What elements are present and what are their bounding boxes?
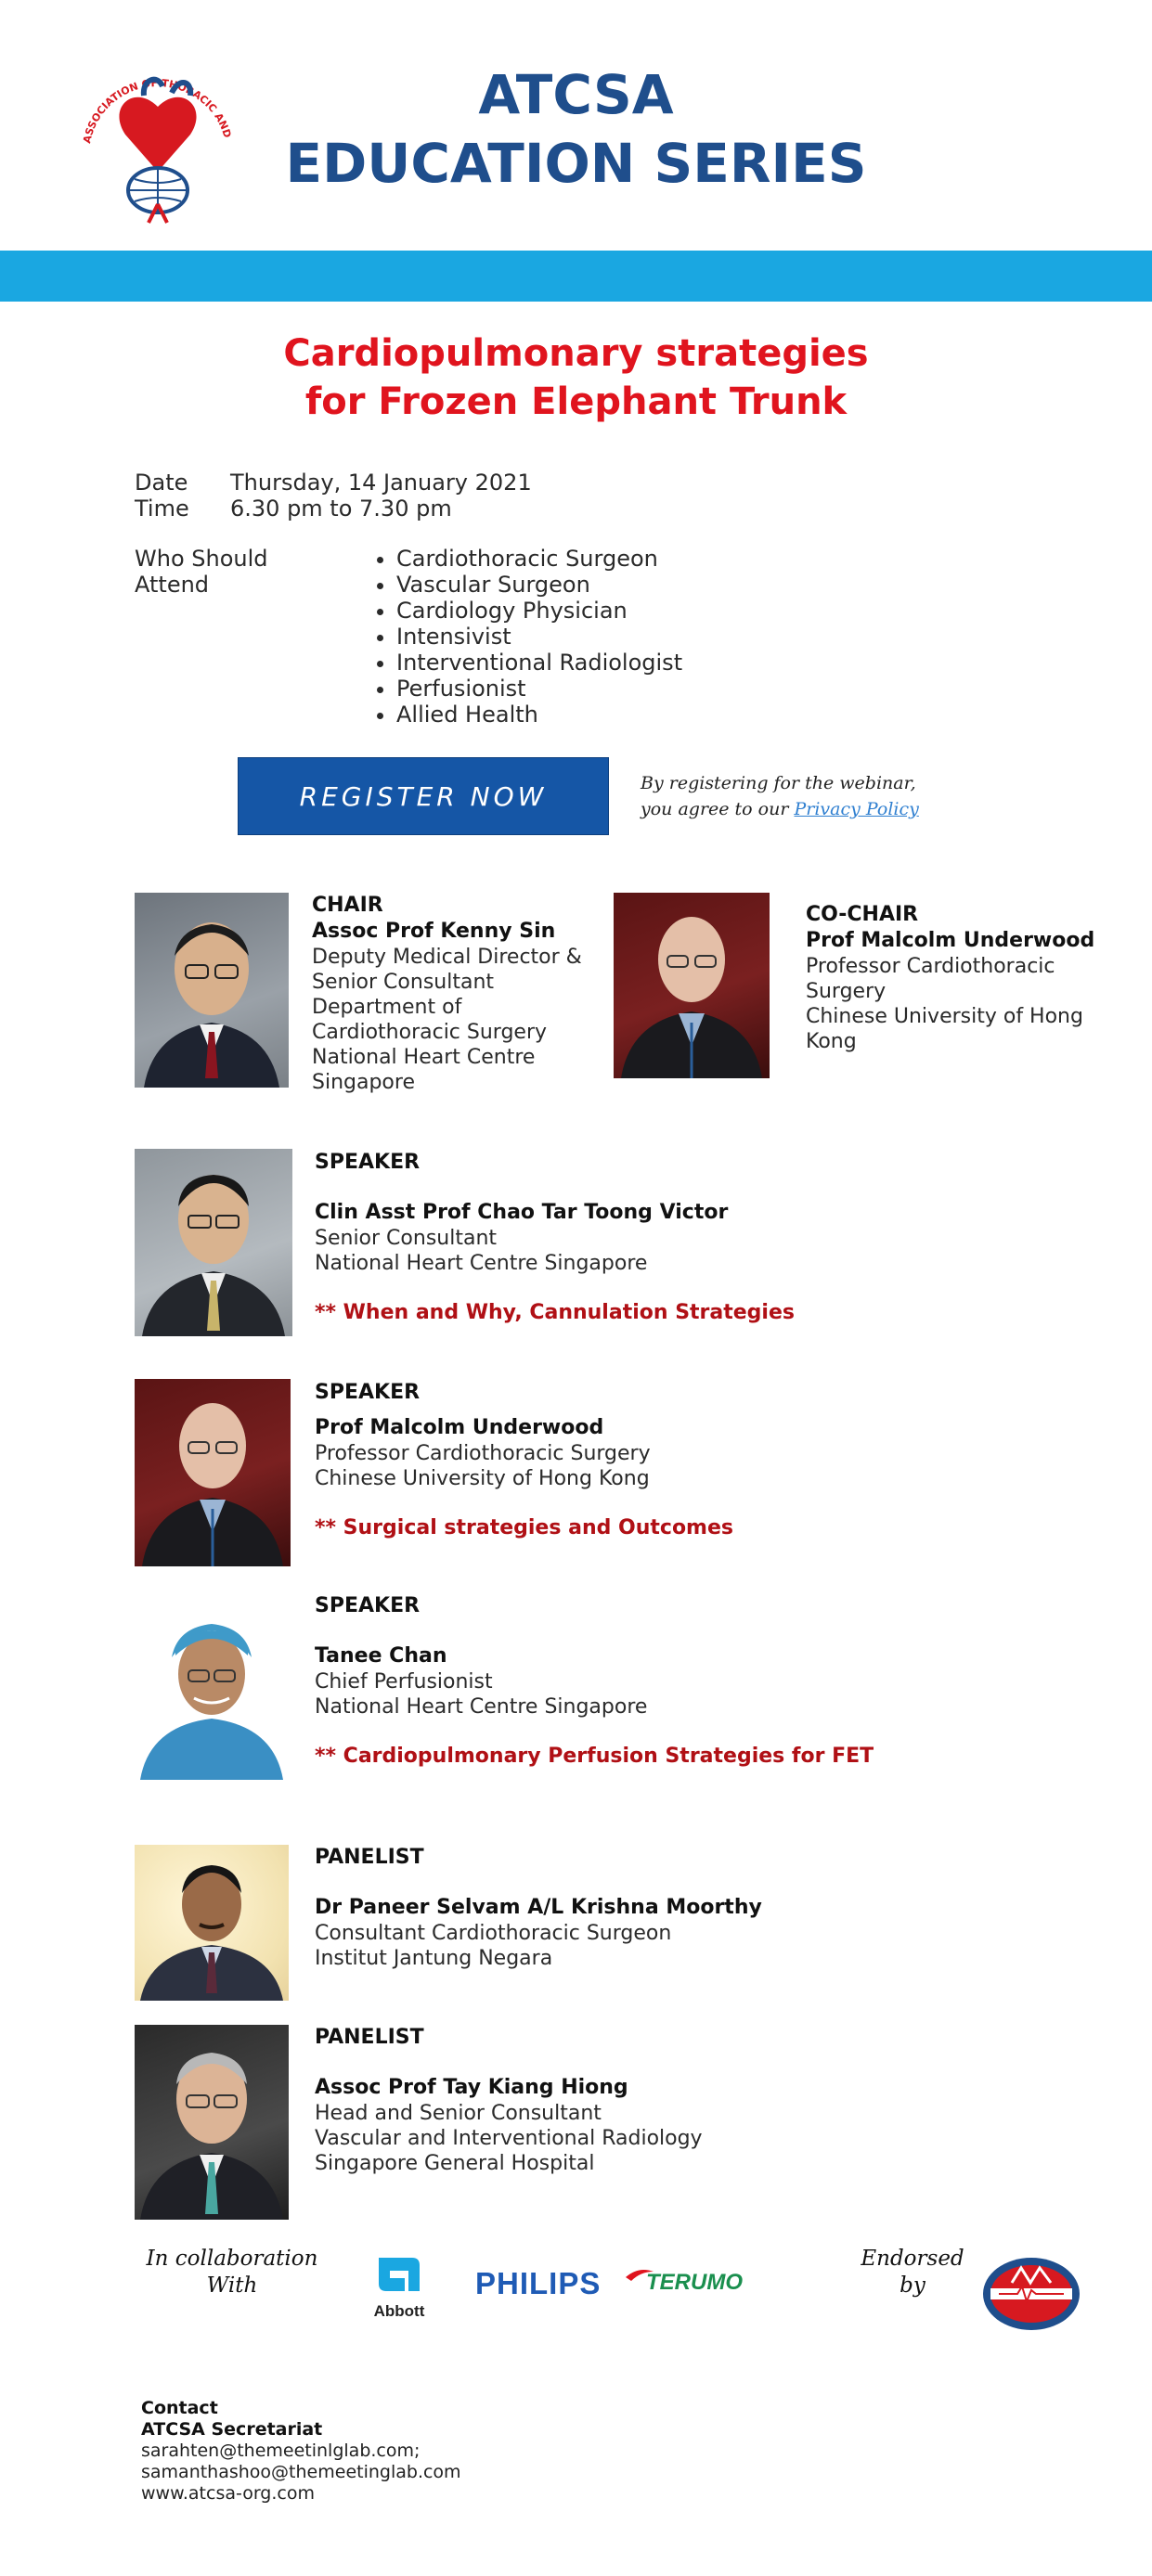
attendee-item: • Interventional Radiologist [396, 650, 682, 676]
register-note [641, 770, 975, 822]
contact-org: ATCSA Secretariat [141, 2419, 323, 2440]
abbott-logo-text: Abbott [373, 2302, 425, 2320]
philips-logo [475, 2266, 601, 2301]
speaker-role: SPEAKER [315, 1381, 421, 1404]
panelist-photo-paneer [135, 1845, 289, 2001]
chair-line: Deputy Medical Director & [312, 946, 582, 969]
contact-block [141, 2398, 698, 2505]
date-label: Date [135, 470, 188, 496]
panelist-line: Vascular and Interventional Radiology [315, 2127, 703, 2150]
event-title-line2: for Frozen Elephant Trunk [304, 380, 848, 423]
register-now-button[interactable] [239, 758, 608, 834]
register-note-line2: you agree to our [641, 799, 795, 819]
speaker-line: Chief Perfusionist [315, 1670, 493, 1694]
contact-email-1[interactable]: sarahten@themeetinlglab.com; [141, 2441, 421, 2461]
speaker-photo-victor [135, 1149, 292, 1336]
collab-line2: With [206, 2273, 258, 2298]
panelist-role: PANELIST [315, 1846, 424, 1869]
panelist-info-paneer [315, 1845, 1057, 1971]
speaker-info-tanee [315, 1593, 1057, 1770]
chair-name: Assoc Prof Kenny Sin [312, 920, 556, 943]
chair-line: Cardiothoracic Surgery [312, 1021, 548, 1044]
singapore-cardiac-society-logo [980, 2255, 1082, 2333]
cochair-line: Surgery [806, 980, 887, 1003]
attend-label-line2: Attend [135, 572, 210, 598]
cochair-line: Professor Cardiothoracic [806, 955, 1055, 978]
header-band [0, 251, 1152, 302]
cochair-info [806, 902, 1112, 1054]
attend-label-line1: Who Should [135, 546, 268, 572]
terumo-logo-text: TERUMO [646, 2270, 743, 2295]
collaboration-label [139, 2246, 325, 2299]
panelist-line: Institut Jantung Negara [315, 1947, 553, 1970]
endorsed-line1: Endorsed [861, 2247, 964, 2271]
attendee-list [356, 546, 682, 728]
panelist-photo-tay [135, 2025, 289, 2220]
speaker-name: Prof Malcolm Underwood [315, 1416, 604, 1439]
panelist-name: Assoc Prof Tay Kiang Hiong [315, 2076, 628, 2099]
panelist-line: Singapore General Hospital [315, 2152, 595, 2175]
register-now-label: REGISTER NOW [299, 780, 548, 812]
series-title-line1: ATCSA [478, 63, 674, 126]
chair-photo [135, 893, 289, 1088]
chair-line: Senior Consultant [312, 971, 495, 994]
chair-line: Singapore [312, 1071, 415, 1094]
speaker-info-underwood [315, 1380, 1057, 1541]
attendee-item: • Intensivist [396, 624, 682, 650]
chair-line: National Heart Centre [312, 1046, 536, 1069]
chair-line: Department of [312, 996, 462, 1019]
attendee-item: • Perfusionist [396, 676, 682, 702]
speaker-topic: ** When and Why, Cannulation Strategies [315, 1301, 795, 1324]
register-note-line1: By registering for the webinar, [641, 773, 916, 793]
speaker-photo-underwood [135, 1379, 291, 1566]
date-value: Thursday, 14 January 2021 [230, 470, 532, 496]
speaker-topic: ** Cardiopulmonary Perfusion Strategies for FET [315, 1745, 874, 1768]
attendee-item: • Allied Health [396, 702, 682, 728]
series-title-line2: EDUCATION SERIES [285, 132, 867, 195]
speaker-line: Professor Cardiothoracic Surgery [315, 1442, 651, 1465]
panelist-line: Head and Senior Consultant [315, 2102, 602, 2125]
panelist-line: Consultant Cardiothoracic Surgeon [315, 1922, 672, 1945]
speaker-role: SPEAKER [315, 1151, 421, 1174]
speaker-role: SPEAKER [315, 1594, 421, 1617]
speaker-line: Senior Consultant [315, 1227, 498, 1250]
speaker-photo-tanee [135, 1594, 290, 1780]
chair-role: CHAIR [312, 894, 383, 917]
cochair-name: Prof Malcolm Underwood [806, 929, 1095, 952]
contact-website[interactable]: www.atcsa-org.com [141, 2483, 315, 2504]
event-title-line1: Cardiopulmonary strategies [283, 332, 869, 375]
attendee-item: • Cardiology Physician [396, 598, 682, 624]
terumo-logo [624, 2264, 754, 2301]
cochair-line: Chinese University of Hong [806, 1005, 1083, 1028]
endorsed-line2: by [900, 2273, 925, 2298]
time-value: 6.30 pm to 7.30 pm [230, 496, 452, 522]
privacy-policy-link[interactable]: Privacy Policy [794, 799, 919, 819]
cochair-role: CO-CHAIR [806, 903, 919, 926]
speaker-info-victor [315, 1150, 1057, 1326]
panelist-name: Dr Paneer Selvam A/L Krishna Moorthy [315, 1896, 762, 1919]
speaker-line: National Heart Centre Singapore [315, 1252, 648, 1275]
cochair-photo [614, 893, 770, 1078]
contact-heading: Contact [141, 2398, 218, 2418]
speaker-line: National Heart Centre Singapore [315, 1695, 648, 1719]
speaker-name: Tanee Chan [315, 1644, 447, 1668]
philips-logo-text: PHILIPS [475, 2266, 602, 2300]
collab-line1: In collaboration [146, 2247, 318, 2271]
logo-arc-text: ASSOCIATION OF THORACIC AND [81, 77, 234, 145]
panelist-role: PANELIST [315, 2026, 424, 2049]
endorsed-label [843, 2246, 982, 2299]
panelist-info-tay [315, 2025, 1057, 2176]
speaker-line: Chinese University of Hong Kong [315, 1467, 650, 1490]
speaker-name: Clin Asst Prof Chao Tar Toong Victor [315, 1201, 729, 1224]
speaker-topic: ** Surgical strategies and Outcomes [315, 1516, 733, 1539]
attendee-item: • Cardiothoracic Surgeon [396, 546, 682, 572]
chair-info [312, 893, 590, 1095]
contact-email-2[interactable]: samanthashoo@themeetinglab.com [141, 2462, 461, 2482]
cochair-line: Kong [806, 1030, 857, 1053]
attendee-item: • Vascular Surgeon [396, 572, 682, 598]
time-label: Time [135, 496, 189, 522]
abbott-logo [362, 2250, 436, 2325]
